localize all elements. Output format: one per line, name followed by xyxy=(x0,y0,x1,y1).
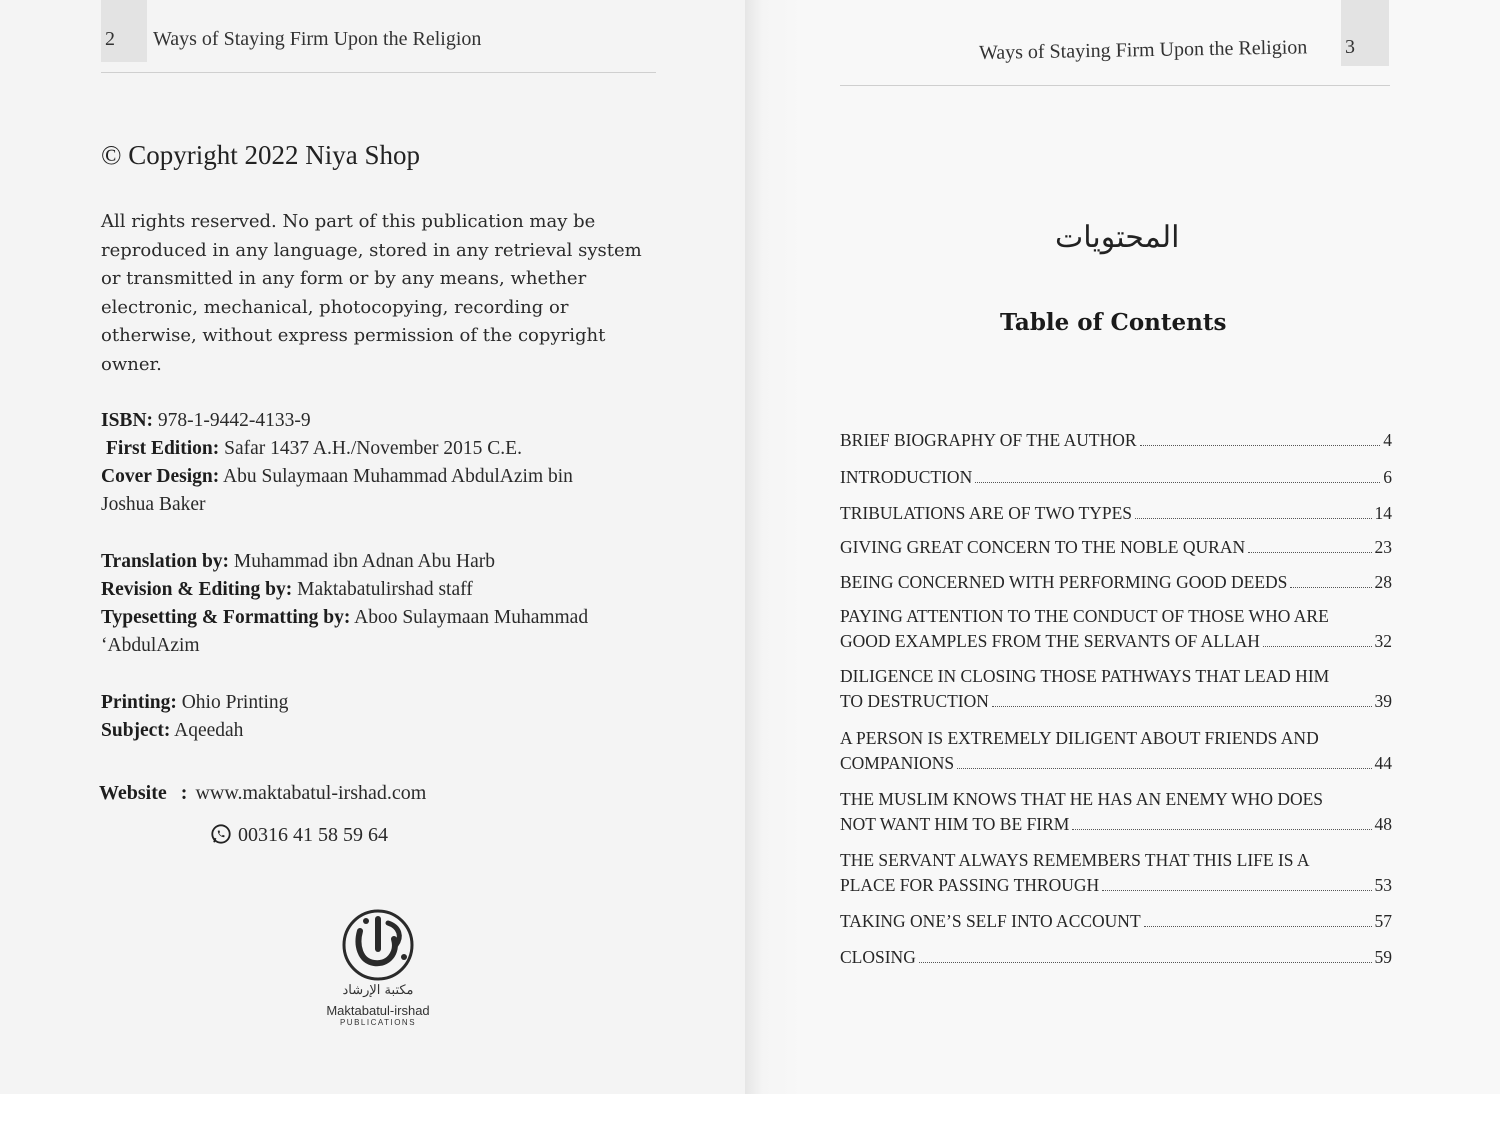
revision-value: Maktabatulirshad staff xyxy=(292,579,473,600)
website-url[interactable]: www.maktabatul-irshad.com xyxy=(195,782,427,804)
isbn-line xyxy=(101,410,311,432)
bleed-through-text xyxy=(855,210,866,243)
toc-entry-title: TRIBULATIONS ARE OF TWO TYPES xyxy=(840,503,1133,523)
toc-entry-page: 4 xyxy=(1383,430,1392,450)
toc-entry[interactable] xyxy=(840,789,1392,839)
toc-entry-title: GIVING GREAT CONCERN TO THE NOBLE QURAN xyxy=(840,537,1246,557)
arabic-contents-heading: المحتويات xyxy=(1055,220,1180,255)
toc-leader-dots xyxy=(957,768,1371,769)
toc-leader-dots xyxy=(1263,646,1372,647)
cover-design-label: Cover Design: xyxy=(101,466,220,487)
left-running-title: Ways of Staying Firm Upon the Religion xyxy=(153,28,482,50)
toc-leader-dots xyxy=(1290,587,1371,588)
right-header-rule xyxy=(840,85,1390,86)
translation-value: Muhammad ibn Adnan Abu Harb xyxy=(229,551,495,572)
toc-entry[interactable] xyxy=(840,666,1392,716)
website-line xyxy=(99,782,426,805)
toc-entry-title-cont: GOOD EXAMPLES FROM THE SERVANTS OF ALLAH xyxy=(840,631,1260,651)
subject-value: Aqeedah xyxy=(170,720,244,741)
typesetting-line xyxy=(101,607,588,629)
isbn-value: 978-1-9442-4133-9 xyxy=(153,410,311,431)
publisher-arabic-name: مكتبة الإرشاد xyxy=(342,983,414,998)
left-header-rule xyxy=(101,72,656,73)
toc-entry-title: A PERSON IS EXTREMELY DILIGENT ABOUT FRIENDS AND xyxy=(840,728,1319,748)
edition-label: First Edition: xyxy=(106,438,220,459)
phone-number: 00316 41 58 59 64 xyxy=(238,824,388,846)
toc-entry-page: 28 xyxy=(1374,572,1392,592)
toc-entry-title: PAYING ATTENTION TO THE CONDUCT OF THOSE WHO ARE xyxy=(840,606,1329,626)
background-strip xyxy=(0,1094,1500,1136)
toc-entry[interactable] xyxy=(840,572,1392,597)
edition-line xyxy=(106,438,522,460)
typesetting-label: Typesetting & Formatting by: xyxy=(101,607,351,628)
right-running-title: Ways of Staying Firm Upon the Religion xyxy=(978,36,1308,64)
cover-design-cont: Joshua Baker xyxy=(101,494,206,515)
toc-entry-title: BEING CONCERNED WITH PERFORMING GOOD DEEDS xyxy=(840,572,1288,592)
toc-leader-dots xyxy=(1248,552,1371,553)
right-page-number: 3 xyxy=(1345,36,1355,58)
translation-label: Translation by: xyxy=(101,551,230,572)
toc-leader-dots xyxy=(1135,518,1371,519)
publisher-subtitle: PUBLICATIONS xyxy=(339,1018,417,1027)
printing-label: Printing: xyxy=(101,692,177,713)
toc-entry-page: 59 xyxy=(1374,947,1392,967)
phone-line xyxy=(210,823,388,847)
toc-entry[interactable] xyxy=(840,606,1392,656)
cover-design-value: Abu Sulaymaan Muhammad AbdulAzim bin xyxy=(219,466,573,487)
toc-entry-page: 48 xyxy=(1374,814,1392,834)
toc-entry[interactable] xyxy=(840,911,1392,936)
toc-leader-dots xyxy=(1102,890,1371,891)
toc-entry-page: 53 xyxy=(1374,875,1392,895)
website-separator: : xyxy=(180,782,188,804)
toc-entry-page: 14 xyxy=(1374,503,1392,523)
toc-leader-dots xyxy=(1144,926,1372,927)
typesetting-value: Aboo Sulaymaan Muhammad xyxy=(350,607,589,628)
revision-line xyxy=(101,579,473,601)
printing-line xyxy=(101,692,288,714)
toc-entry[interactable] xyxy=(840,728,1392,778)
website-label: Website xyxy=(99,782,167,804)
toc-entry[interactable] xyxy=(840,850,1392,900)
copyright-notice: © Copyright 2022 Niya Shop xyxy=(101,140,421,170)
publisher-emblem-icon xyxy=(308,905,448,983)
revision-label: Revision & Editing by: xyxy=(101,579,293,600)
toc-entry-page: 6 xyxy=(1383,467,1392,487)
edition-value: Safar 1437 A.H./November 2015 C.E. xyxy=(219,438,522,459)
publisher-logo xyxy=(308,905,448,1035)
printing-value: Ohio Printing xyxy=(176,692,289,713)
publisher-name: Maktabatul-irshad xyxy=(326,1003,430,1018)
toc-entry-page: 44 xyxy=(1374,753,1392,773)
toc-entry[interactable] xyxy=(840,430,1392,455)
toc-entry[interactable] xyxy=(840,947,1392,972)
toc-entry[interactable] xyxy=(840,503,1392,528)
toc-entry-page: 23 xyxy=(1374,537,1392,557)
toc-entry[interactable] xyxy=(840,467,1392,492)
toc-entry-title-cont: PLACE FOR PASSING THROUGH xyxy=(840,875,1100,895)
toc-entry-title: THE MUSLIM KNOWS THAT HE HAS AN ENEMY WHO DOES xyxy=(840,789,1324,809)
toc-leader-dots xyxy=(1072,829,1371,830)
translation-line xyxy=(101,551,495,573)
toc-leader-dots xyxy=(975,482,1380,483)
toc-entry-title: INTRODUCTION xyxy=(840,467,973,487)
toc-entry-page: 39 xyxy=(1374,691,1392,711)
toc-title: Table of Contents xyxy=(1000,309,1227,336)
subject-line xyxy=(101,720,243,742)
toc-leader-dots xyxy=(992,706,1372,707)
toc-entry-title-cont: TO DESTRUCTION xyxy=(840,691,989,711)
toc-leader-dots xyxy=(1140,445,1381,446)
toc-entry-title: TAKING ONE’S SELF INTO ACCOUNT xyxy=(840,911,1141,931)
toc-entry-title-cont: COMPANIONS xyxy=(840,753,955,773)
cover-design-line xyxy=(101,466,573,488)
isbn-label: ISBN: xyxy=(101,410,154,431)
typesetting-cont: ‘AbdulAzim xyxy=(101,635,200,656)
toc-entry-title: THE SERVANT ALWAYS REMEMBERS THAT THIS LIFE IS A xyxy=(840,850,1310,870)
toc-leader-dots xyxy=(919,962,1372,963)
left-page xyxy=(0,0,745,1094)
toc-entry-page: 32 xyxy=(1374,631,1392,651)
rights-reserved-text: All rights reserved. No part of this publication may be reproduced in any language, stored in any retrieval system or transmitted in any form or by any means, whether electronic, mechanical, photocopying, recording or otherwise, without express permission of the copyright owner. xyxy=(101,211,642,375)
toc-entry-title-cont: NOT WANT HIM TO BE FIRM xyxy=(840,814,1070,834)
toc-entry-title: DILIGENCE IN CLOSING THOSE PATHWAYS THAT LEAD HIM xyxy=(840,666,1330,686)
subject-label: Subject: xyxy=(101,720,171,741)
whatsapp-icon xyxy=(210,823,232,845)
left-page-number: 2 xyxy=(105,28,115,50)
toc-entry-title: BRIEF BIOGRAPHY OF THE AUTHOR xyxy=(840,430,1137,450)
toc-entry-title: CLOSING xyxy=(840,947,916,967)
toc-entry-page: 57 xyxy=(1374,911,1392,931)
toc-entry[interactable] xyxy=(840,537,1392,562)
